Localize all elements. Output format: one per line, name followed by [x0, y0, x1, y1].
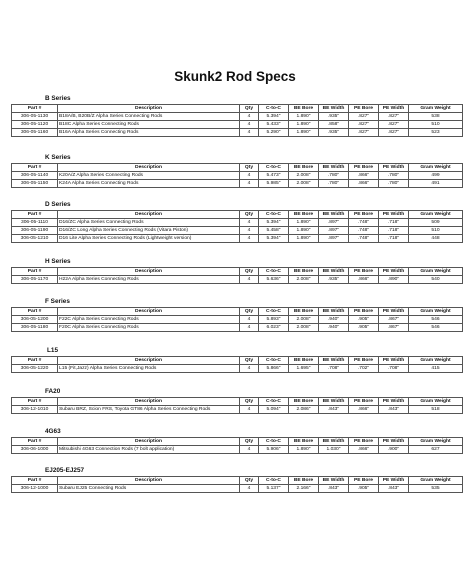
column-header-qty: Qty — [240, 398, 259, 406]
cell-be-bore: 2.166" — [289, 485, 319, 493]
cell-c-to-c: 5.394" — [259, 235, 289, 243]
series-section — [11, 297, 462, 332]
column-header-c-to-c: C-to-C — [259, 398, 289, 406]
cell-part-number: 306-06-1000 — [12, 446, 58, 454]
cell-pe-width: .900" — [379, 446, 409, 454]
cell-pe-width: .867" — [379, 324, 409, 332]
cell-be-width: .858" — [319, 121, 349, 129]
column-header-pe-width: PE Width — [379, 268, 409, 276]
header-row — [12, 211, 463, 219]
cell-be-width: .897" — [319, 227, 349, 235]
cell-pe-bore: .827" — [349, 121, 379, 129]
column-header-be-bore: BE Bore — [289, 308, 319, 316]
cell-be-bore: 1.890" — [289, 446, 319, 454]
table-row — [12, 227, 463, 235]
cell-gram-weight: 415 — [409, 365, 463, 373]
column-header-qty: Qty — [240, 357, 259, 365]
cell-c-to-c: 5.893" — [259, 316, 289, 324]
cell-qty: 4 — [240, 172, 259, 180]
cell-be-bore: 1.890" — [289, 113, 319, 121]
cell-pe-width: .780" — [379, 172, 409, 180]
column-header-gram-weight: Gram Weight — [409, 211, 463, 219]
column-header-pe-bore: PE Bore — [349, 308, 379, 316]
cell-part-number: 306-12-1010 — [12, 406, 58, 414]
column-header-c-to-c: C-to-C — [259, 211, 289, 219]
page-title: Skunk2 Rod Specs — [174, 69, 296, 84]
column-header-part-number: Part # — [12, 398, 58, 406]
cell-part-number: 306-05-1160 — [12, 129, 58, 137]
column-header-be-bore: BE Bore — [289, 438, 319, 446]
cell-description: D16/ZC Long Alpha Series Connecting Rods (Vitara Piston) — [58, 227, 240, 235]
cell-pe-bore: .905" — [349, 316, 379, 324]
cell-gram-weight: 499 — [409, 172, 463, 180]
cell-gram-weight: 510 — [409, 121, 463, 129]
column-header-pe-bore: PE Bore — [349, 398, 379, 406]
cell-qty: 4 — [240, 276, 259, 284]
cell-description: D16/ZC Alpha Series Connecting Rods — [58, 219, 240, 227]
cell-pe-bore: .866" — [349, 172, 379, 180]
cell-description: Subaru EJ25 Connecting Rods — [58, 485, 240, 493]
cell-qty: 4 — [240, 316, 259, 324]
column-header-qty: Qty — [240, 268, 259, 276]
cell-pe-bore: .905" — [349, 485, 379, 493]
spec-table — [11, 267, 463, 284]
cell-gram-weight: 546 — [409, 324, 463, 332]
series-title: D Series — [45, 201, 71, 208]
cell-qty: 4 — [240, 324, 259, 332]
cell-description: F22C Alpha Series Connecting Rods — [58, 316, 240, 324]
column-header-be-width: BE Width — [319, 438, 349, 446]
cell-c-to-c: 5.137" — [259, 485, 289, 493]
cell-be-bore: 1.890" — [289, 129, 319, 137]
cell-c-to-c: 5.094" — [259, 406, 289, 414]
cell-gram-weight: 540 — [409, 276, 463, 284]
column-header-qty: Qty — [240, 308, 259, 316]
column-header-be-width: BE Width — [319, 477, 349, 485]
cell-description: K20A/Z Alpha Series Connecting Rods — [58, 172, 240, 180]
column-header-be-bore: BE Bore — [289, 164, 319, 172]
column-header-be-bore: BE Bore — [289, 105, 319, 113]
table-row — [12, 406, 463, 414]
cell-qty: 4 — [240, 235, 259, 243]
cell-pe-bore: .748" — [349, 219, 379, 227]
cell-be-width: .935" — [319, 129, 349, 137]
cell-qty: 4 — [240, 180, 259, 188]
cell-pe-bore: .827" — [349, 129, 379, 137]
series-title: 4G63 — [45, 428, 61, 435]
spec-table — [11, 104, 463, 137]
cell-pe-width: .827" — [379, 121, 409, 129]
cell-pe-bore: .866" — [349, 446, 379, 454]
cell-pe-bore: .866" — [349, 406, 379, 414]
column-header-pe-bore: PE Bore — [349, 438, 379, 446]
cell-be-bore: 1.890" — [289, 121, 319, 129]
cell-be-bore: 1.890" — [289, 227, 319, 235]
column-header-be-bore: BE Bore — [289, 211, 319, 219]
cell-gram-weight: 627 — [409, 446, 463, 454]
column-header-be-width: BE Width — [319, 308, 349, 316]
cell-qty: 4 — [240, 485, 259, 493]
column-header-be-bore: BE Bore — [289, 357, 319, 365]
column-header-be-bore: BE Bore — [289, 268, 319, 276]
series-title: K Series — [45, 154, 71, 161]
column-header-gram-weight: Gram Weight — [409, 105, 463, 113]
cell-part-number: 306-05-1130 — [12, 113, 58, 121]
cell-gram-weight: 518 — [409, 406, 463, 414]
header-row — [12, 268, 463, 276]
column-header-c-to-c: C-to-C — [259, 308, 289, 316]
series-section — [11, 153, 462, 188]
cell-qty: 4 — [240, 365, 259, 373]
cell-be-bore: 2.008" — [289, 180, 319, 188]
cell-description: B16A Alpha Series Connecting Rods — [58, 129, 240, 137]
cell-be-bore: 2.008" — [289, 276, 319, 284]
column-header-gram-weight: Gram Weight — [409, 164, 463, 172]
cell-description: B18A/B, B20B/Z Alpha Series Connecting Rods — [58, 113, 240, 121]
column-header-pe-bore: PE Bore — [349, 105, 379, 113]
cell-be-width: .708" — [319, 365, 349, 373]
column-header-pe-width: PE Width — [379, 211, 409, 219]
column-header-pe-width: PE Width — [379, 357, 409, 365]
cell-description: K24A Alpha Series Connecting Rods — [58, 180, 240, 188]
column-header-part-number: Part # — [12, 477, 58, 485]
column-header-pe-width: PE Width — [379, 438, 409, 446]
cell-pe-width: .867" — [379, 316, 409, 324]
column-header-description: Description — [58, 164, 240, 172]
spec-table — [11, 210, 463, 243]
cell-qty: 4 — [240, 406, 259, 414]
cell-be-width: .935" — [319, 276, 349, 284]
cell-qty: 4 — [240, 113, 259, 121]
cell-pe-bore: .905" — [349, 324, 379, 332]
cell-c-to-c: 5.394" — [259, 113, 289, 121]
cell-part-number: 306-05-1180 — [12, 324, 58, 332]
cell-c-to-c: 5.433" — [259, 121, 289, 129]
header-row — [12, 357, 463, 365]
series-section — [11, 94, 462, 137]
table-row — [12, 324, 463, 332]
cell-qty: 4 — [240, 227, 259, 235]
series-title: EJ205-EJ257 — [45, 467, 85, 474]
cell-pe-bore: .866" — [349, 180, 379, 188]
cell-description: Subaru BRZ, Scion FRS, Toyota GT86 Alpha Series Connecting Rods — [58, 406, 240, 414]
cell-description: H22A Alpha Series Connecting Rods — [58, 276, 240, 284]
cell-c-to-c: 5.636" — [259, 276, 289, 284]
cell-gram-weight: 509 — [409, 219, 463, 227]
cell-be-bore: 2.086" — [289, 406, 319, 414]
cell-be-width: .940" — [319, 316, 349, 324]
cell-part-number: 306-05-1200 — [12, 316, 58, 324]
spec-table — [11, 163, 463, 188]
column-header-be-width: BE Width — [319, 105, 349, 113]
cell-gram-weight: 448 — [409, 235, 463, 243]
cell-c-to-c: 5.394" — [259, 219, 289, 227]
table-row — [12, 485, 463, 493]
cell-pe-width: .890" — [379, 276, 409, 284]
header-row — [12, 438, 463, 446]
header-row — [12, 308, 463, 316]
table-row — [12, 172, 463, 180]
column-header-part-number: Part # — [12, 357, 58, 365]
column-header-pe-width: PE Width — [379, 398, 409, 406]
column-header-description: Description — [58, 357, 240, 365]
table-row — [12, 121, 463, 129]
cell-part-number: 306-05-1110 — [12, 219, 58, 227]
table-row — [12, 180, 463, 188]
header-row — [12, 477, 463, 485]
column-header-part-number: Part # — [12, 105, 58, 113]
column-header-c-to-c: C-to-C — [259, 164, 289, 172]
series-title: FA20 — [45, 388, 61, 395]
cell-gram-weight: 510 — [409, 227, 463, 235]
column-header-pe-width: PE Width — [379, 105, 409, 113]
cell-pe-width: .718" — [379, 235, 409, 243]
column-header-part-number: Part # — [12, 268, 58, 276]
column-header-description: Description — [58, 398, 240, 406]
cell-pe-width: .843" — [379, 485, 409, 493]
cell-be-width: .780" — [319, 180, 349, 188]
cell-part-number: 306-05-1150 — [12, 180, 58, 188]
column-header-qty: Qty — [240, 438, 259, 446]
cell-qty: 4 — [240, 446, 259, 454]
cell-gram-weight: 535 — [409, 485, 463, 493]
cell-pe-width: .843" — [379, 406, 409, 414]
cell-pe-width: .718" — [379, 219, 409, 227]
series-section — [11, 387, 462, 414]
column-header-description: Description — [58, 438, 240, 446]
column-header-description: Description — [58, 477, 240, 485]
table-row — [12, 219, 463, 227]
column-header-c-to-c: C-to-C — [259, 268, 289, 276]
column-header-qty: Qty — [240, 211, 259, 219]
table-row — [12, 113, 463, 121]
cell-gram-weight: 538 — [409, 113, 463, 121]
column-header-part-number: Part # — [12, 211, 58, 219]
table-row — [12, 235, 463, 243]
cell-pe-bore: .702" — [349, 365, 379, 373]
table-row — [12, 365, 463, 373]
column-header-c-to-c: C-to-C — [259, 438, 289, 446]
column-header-be-width: BE Width — [319, 268, 349, 276]
cell-pe-bore: .748" — [349, 227, 379, 235]
column-header-part-number: Part # — [12, 164, 58, 172]
cell-be-width: .843" — [319, 485, 349, 493]
cell-part-number: 306-05-1140 — [12, 172, 58, 180]
cell-be-bore: 2.008" — [289, 172, 319, 180]
cell-qty: 4 — [240, 129, 259, 137]
cell-gram-weight: 523 — [409, 129, 463, 137]
spec-table — [11, 437, 463, 454]
column-header-gram-weight: Gram Weight — [409, 398, 463, 406]
cell-description: F20C Alpha Series Connecting Rods — [58, 324, 240, 332]
cell-be-width: .897" — [319, 219, 349, 227]
cell-qty: 4 — [240, 219, 259, 227]
cell-be-bore: 1.890" — [289, 219, 319, 227]
column-header-be-bore: BE Bore — [289, 398, 319, 406]
cell-be-width: .780" — [319, 172, 349, 180]
cell-c-to-c: 5.906" — [259, 446, 289, 454]
cell-part-number: 306-12-1000 — [12, 485, 58, 493]
cell-c-to-c: 5.866" — [259, 365, 289, 373]
spec-table — [11, 356, 463, 373]
cell-c-to-c: 5.290" — [259, 129, 289, 137]
table-row — [12, 316, 463, 324]
column-header-description: Description — [58, 308, 240, 316]
cell-c-to-c: 5.458" — [259, 227, 289, 235]
cell-pe-width: .780" — [379, 180, 409, 188]
table-row — [12, 276, 463, 284]
column-header-pe-width: PE Width — [379, 308, 409, 316]
column-header-be-width: BE Width — [319, 211, 349, 219]
table-row — [12, 129, 463, 137]
column-header-qty: Qty — [240, 477, 259, 485]
cell-description: D16 Lite Alpha Series Connecting Rods (Lightweight version) — [58, 235, 240, 243]
column-header-description: Description — [58, 268, 240, 276]
cell-be-bore: 2.008" — [289, 316, 319, 324]
spec-table — [11, 397, 463, 414]
cell-pe-width: .827" — [379, 113, 409, 121]
cell-pe-width: .827" — [379, 129, 409, 137]
cell-part-number: 306-05-1210 — [12, 235, 58, 243]
cell-description: Mitsubishi 4G63 Connection Rods (7 bolt application) — [58, 446, 240, 454]
spec-table — [11, 476, 463, 493]
header-row — [12, 164, 463, 172]
cell-be-bore: 2.008" — [289, 324, 319, 332]
cell-part-number: 306-05-1120 — [12, 121, 58, 129]
column-header-be-bore: BE Bore — [289, 477, 319, 485]
cell-be-width: 1.030" — [319, 446, 349, 454]
column-header-part-number: Part # — [12, 438, 58, 446]
column-header-qty: Qty — [240, 105, 259, 113]
column-header-part-number: Part # — [12, 308, 58, 316]
cell-part-number: 306-05-1190 — [12, 227, 58, 235]
column-header-pe-bore: PE Bore — [349, 477, 379, 485]
column-header-c-to-c: C-to-C — [259, 105, 289, 113]
column-header-gram-weight: Gram Weight — [409, 357, 463, 365]
cell-pe-bore: .748" — [349, 235, 379, 243]
series-title: L15 — [47, 347, 59, 354]
column-header-c-to-c: C-to-C — [259, 477, 289, 485]
column-header-pe-bore: PE Bore — [349, 164, 379, 172]
cell-c-to-c: 6.023" — [259, 324, 289, 332]
header-row — [12, 105, 463, 113]
column-header-gram-weight: Gram Weight — [409, 477, 463, 485]
series-title: B Series — [45, 95, 71, 102]
series-section — [11, 346, 462, 373]
cell-be-bore: 1.890" — [289, 235, 319, 243]
series-title: F Series — [45, 298, 70, 305]
column-header-pe-width: PE Width — [379, 164, 409, 172]
cell-be-width: .935" — [319, 113, 349, 121]
series-section — [11, 466, 462, 493]
series-title: H Series — [45, 258, 71, 265]
cell-gram-weight: 546 — [409, 316, 463, 324]
column-header-pe-width: PE Width — [379, 477, 409, 485]
cell-description: L15 (Fit,Jazz) Alpha Series Connecting Rods — [58, 365, 240, 373]
column-header-description: Description — [58, 211, 240, 219]
column-header-c-to-c: C-to-C — [259, 357, 289, 365]
column-header-be-width: BE Width — [319, 398, 349, 406]
column-header-gram-weight: Gram Weight — [409, 268, 463, 276]
cell-qty: 4 — [240, 121, 259, 129]
series-section — [11, 257, 462, 284]
column-header-be-width: BE Width — [319, 357, 349, 365]
cell-pe-width: .718" — [379, 227, 409, 235]
column-header-pe-bore: PE Bore — [349, 357, 379, 365]
cell-pe-bore: .827" — [349, 113, 379, 121]
column-header-be-width: BE Width — [319, 164, 349, 172]
spec-table — [11, 307, 463, 332]
column-header-qty: Qty — [240, 164, 259, 172]
series-section — [11, 200, 462, 243]
column-header-gram-weight: Gram Weight — [409, 438, 463, 446]
column-header-pe-bore: PE Bore — [349, 268, 379, 276]
cell-c-to-c: 5.985" — [259, 180, 289, 188]
cell-c-to-c: 5.473" — [259, 172, 289, 180]
cell-pe-width: .708" — [379, 365, 409, 373]
column-header-gram-weight: Gram Weight — [409, 308, 463, 316]
cell-part-number: 306-05-1220 — [12, 365, 58, 373]
header-row — [12, 398, 463, 406]
cell-gram-weight: 491 — [409, 180, 463, 188]
cell-be-bore: 1.695" — [289, 365, 319, 373]
column-header-pe-bore: PE Bore — [349, 211, 379, 219]
cell-be-width: .940" — [319, 324, 349, 332]
cell-be-width: .843" — [319, 406, 349, 414]
cell-pe-bore: .866" — [349, 276, 379, 284]
cell-description: B18C Alpha Series Connecting Rods — [58, 121, 240, 129]
column-header-description: Description — [58, 105, 240, 113]
table-row — [12, 446, 463, 454]
cell-part-number: 306-05-1170 — [12, 276, 58, 284]
series-section — [11, 427, 462, 454]
cell-be-width: .897" — [319, 235, 349, 243]
